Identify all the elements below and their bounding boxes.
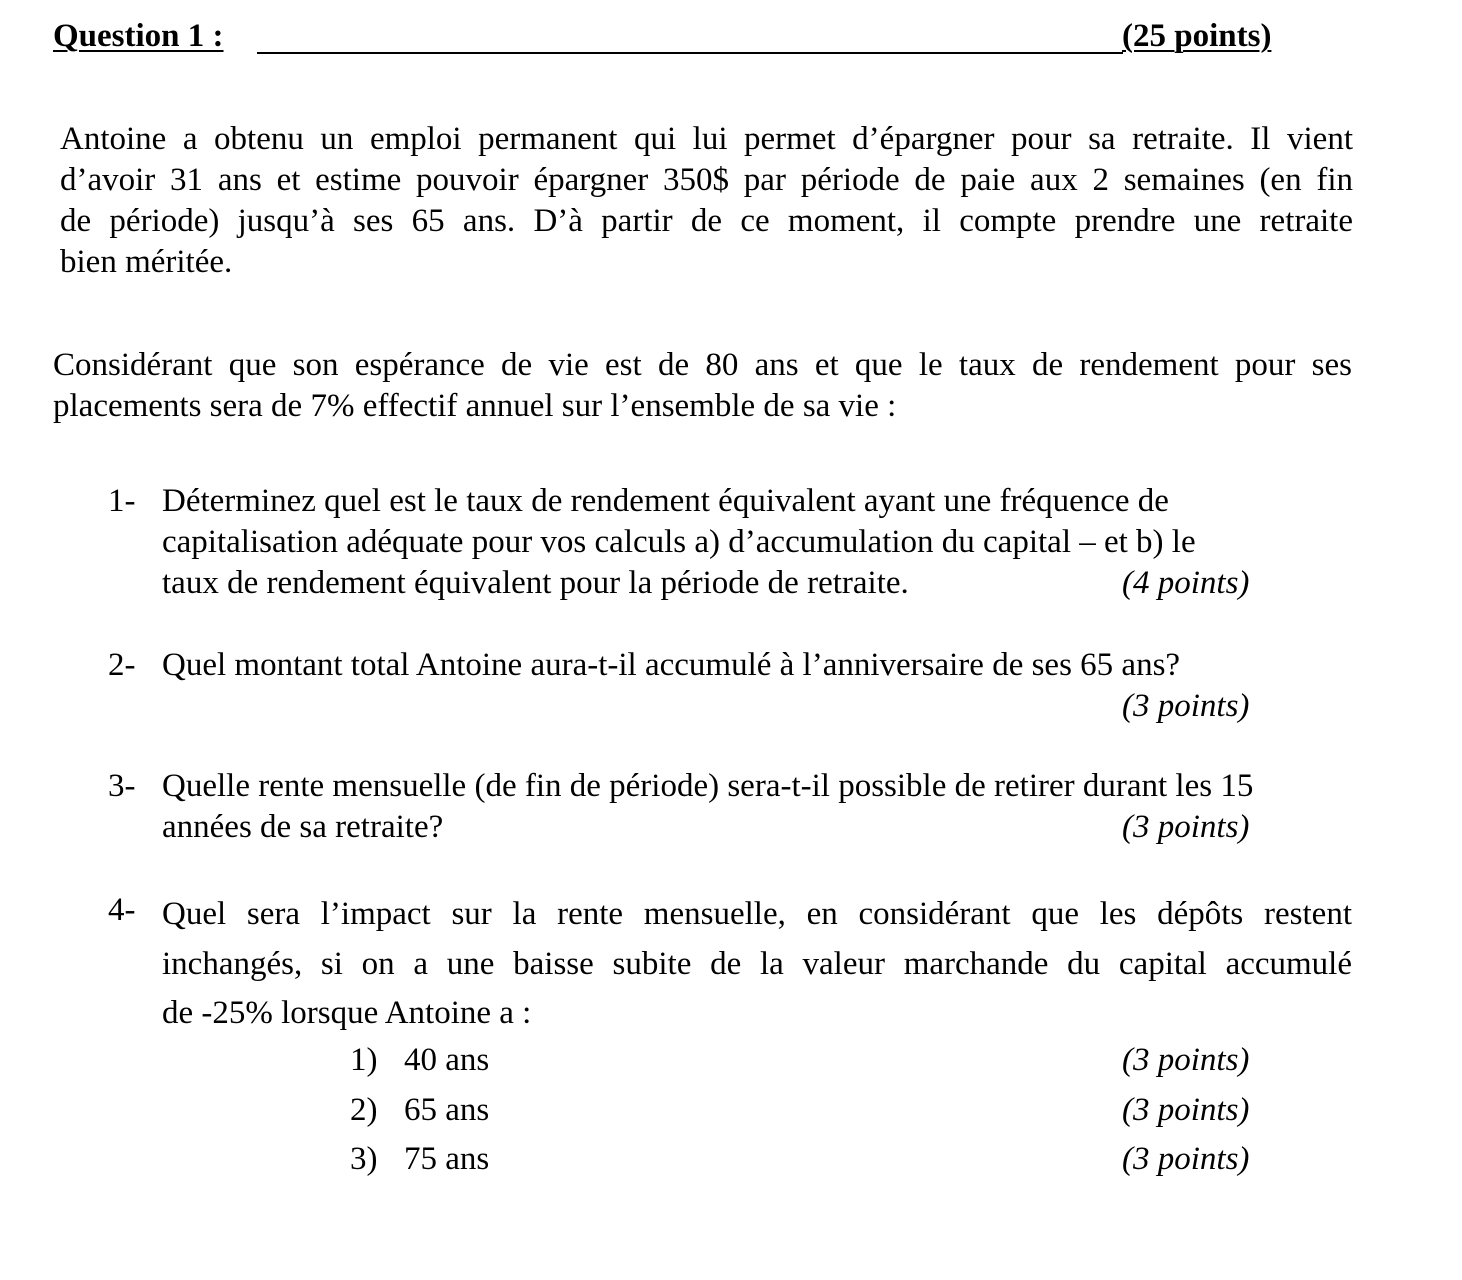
intro-line: de période) jusqu’à ses 65 ans. D’à partir de ce moment, il compte prendre une retraite <box>60 203 1353 239</box>
sub-item-points: (3 points) <box>1122 1092 1250 1128</box>
question-line: Quelle rente mensuelle (de fin de période) sera-t-il possible de retirer durant les 15 <box>162 768 1254 804</box>
context-line: placements sera de 7% effectif annuel sur l’ensemble de sa vie : <box>53 388 897 424</box>
intro-line: d’avoir 31 ans et estime pouvoir épargner 350$ par période de paie aux 2 semaines (en fin <box>60 162 1353 198</box>
intro-line: bien méritée. <box>60 244 233 280</box>
question-1-points: (4 points) <box>1122 565 1250 601</box>
question-1-number: 1- <box>108 483 136 519</box>
question-3-number: 3- <box>108 768 136 804</box>
question-line: Déterminez quel est le taux de rendement équivalent ayant une fréquence de <box>162 483 1169 519</box>
question-line: années de sa retraite? <box>162 809 444 845</box>
question-2-number: 2- <box>108 647 136 683</box>
sub-item-points: (3 points) <box>1122 1042 1250 1078</box>
question-4-text <box>162 890 1352 1039</box>
question-line: inchangés, si on a une baisse subite de la valeur marchande du capital accumulé <box>162 945 1352 982</box>
sub-item-number: 2) <box>350 1092 378 1128</box>
question-line: de -25% lorsque Antoine a : <box>162 995 532 1031</box>
sub-item-text: 40 ans <box>404 1042 490 1078</box>
question-line: capitalisation adéquate pour vos calculs a) d’accumulation du capital – et b) le <box>162 524 1196 560</box>
question-total-points: (25 points) <box>1122 18 1272 54</box>
intro-line: Antoine a obtenu un emploi permanent qui lui permet d’épargner pour sa retraite. Il vient <box>60 121 1353 157</box>
context-paragraph <box>53 345 1352 427</box>
sub-item-number: 3) <box>350 1141 378 1177</box>
question-3-points: (3 points) <box>1122 809 1250 845</box>
sub-item-number: 1) <box>350 1042 378 1078</box>
question-2-points: (3 points) <box>1122 688 1250 724</box>
question-4-number: 4- <box>108 892 136 928</box>
question-line: Quel sera l’impact sur la rente mensuelle, en considérant que les dépôts restent <box>162 896 1352 932</box>
title-rule <box>257 52 1123 54</box>
sub-item-text: 65 ans <box>404 1092 490 1128</box>
question-line: Quel montant total Antoine aura-t-il accumulé à l’anniversaire de ses 65 ans? <box>162 647 1181 683</box>
intro-paragraph <box>60 119 1353 283</box>
question-title: Question 1 : <box>53 18 224 54</box>
question-line: taux de rendement équivalent pour la période de retraite. <box>162 565 909 601</box>
context-line: Considérant que son espérance de vie est de 80 ans et que le taux de rendement pour ses <box>53 347 1352 383</box>
sub-item-text: 75 ans <box>404 1141 490 1177</box>
question-2-text <box>162 645 1302 686</box>
sub-item-points: (3 points) <box>1122 1141 1250 1177</box>
